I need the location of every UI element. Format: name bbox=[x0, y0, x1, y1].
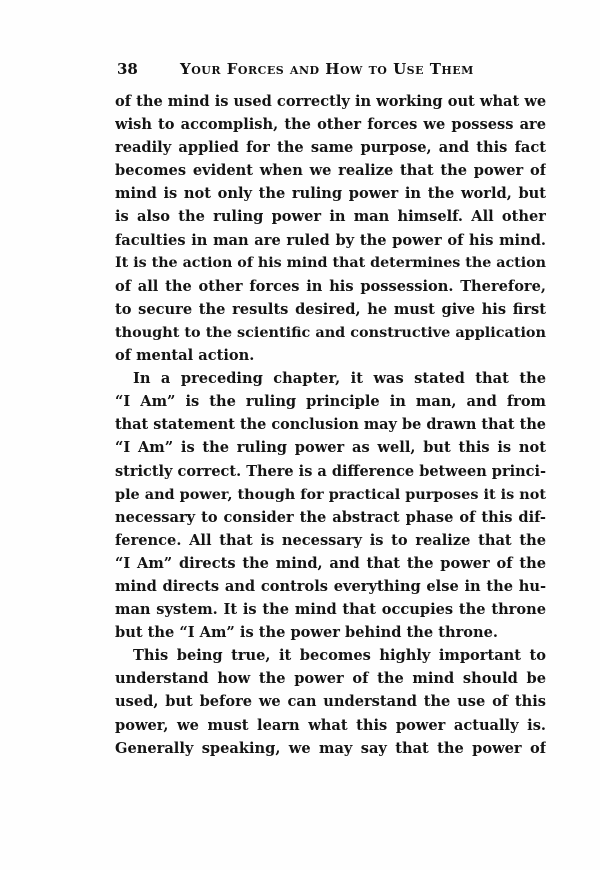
text-line: thought to the scientific and constructive application bbox=[115, 323, 546, 341]
text-line: faculties in man are ruled by the power of his mind. bbox=[115, 231, 546, 249]
text-line: “I Am” directs the mind, and that the power of the bbox=[115, 554, 546, 572]
text-line: becomes evident when we realize that the power of bbox=[115, 162, 546, 180]
paragraph-3 bbox=[115, 644, 546, 759]
text-line: that statement the conclusion may be drawn that the bbox=[115, 416, 546, 434]
body-text bbox=[115, 90, 546, 760]
text-line: ple and power, though for practical purposes it is not bbox=[115, 485, 546, 503]
text-line: In a preceding chapter, it was stated that the bbox=[133, 370, 546, 388]
text-line: Generally speaking, we may say that the power of bbox=[115, 739, 546, 757]
text-line: readily applied for the same purpose, and this fact bbox=[115, 139, 546, 157]
text-line: mind directs and controls everything else in the hu- bbox=[115, 577, 546, 595]
text-line: of the mind is used correctly in working out what we bbox=[115, 93, 546, 110]
text-line: understand how the power of the mind should be bbox=[115, 670, 546, 688]
paragraph-2 bbox=[115, 367, 546, 644]
text-line: “I Am” is the ruling power as well, but this is not bbox=[115, 439, 546, 457]
text-line: “I Am” is the ruling principle in man, and from bbox=[115, 393, 546, 411]
paragraph-1 bbox=[115, 90, 546, 367]
text-line: of all the other forces in his possession. Therefore, bbox=[115, 277, 546, 295]
text-line: power, we must learn what this power actually is. bbox=[115, 716, 546, 734]
text-line: ference. All that is necessary is to realize that the bbox=[115, 531, 546, 549]
page-header bbox=[115, 60, 545, 84]
text-line: mind is not only the ruling power in the world, but bbox=[115, 185, 546, 203]
text-line: to secure the results desired, he must give his first bbox=[115, 300, 546, 318]
text-line: is also the ruling power in man himself. All other bbox=[115, 208, 546, 226]
text-line: wish to accomplish, the other forces we possess are bbox=[115, 116, 546, 134]
text-line: necessary to consider the abstract phase of this dif- bbox=[115, 508, 546, 526]
text-line: This being true, it becomes highly important to bbox=[133, 647, 546, 665]
running-title: Your Forces and How to Use Them bbox=[180, 60, 474, 78]
text-line: man system. It is the mind that occupies the throne bbox=[115, 601, 546, 619]
text-line: but the “I Am” is the power behind the throne. bbox=[115, 624, 499, 642]
text-line: It is the action of his mind that determines the action bbox=[115, 254, 546, 271]
text-line: used, but before we can understand the use of this bbox=[115, 693, 546, 711]
page-number: 38 bbox=[117, 60, 138, 78]
text-line: of mental action. bbox=[115, 347, 255, 365]
text-line: strictly correct. There is a difference between princi- bbox=[115, 462, 546, 480]
